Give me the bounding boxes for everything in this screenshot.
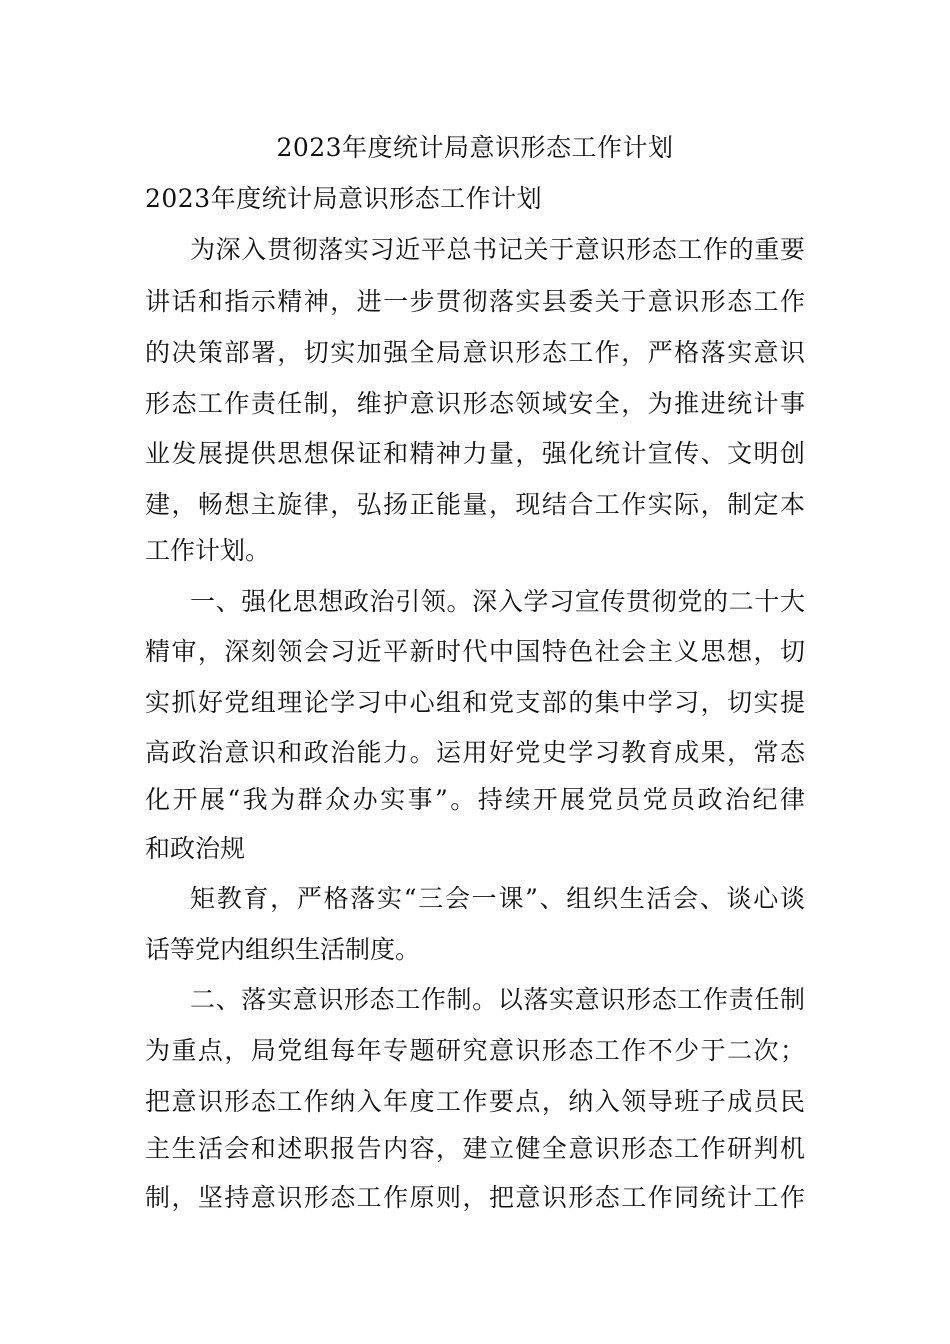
text-line: 为深入贯彻落实习近平总书记关于意识形态工作的重要 (190, 235, 805, 264)
text-line: 主生活会和述职报告内容，建立健全意识形态工作研判机 (145, 1134, 805, 1163)
text-line: 精审，深刻领会习近平新时代中国特色社会主义思想，切 (145, 637, 805, 666)
text-line: 制，坚持意识形态工作原则，把意识形态工作同统计工作 (145, 1183, 805, 1212)
text-line: 为重点，局党组每年专题研究意识形态工作不少于二次； (145, 1036, 805, 1065)
document-subtitle: 2023年度统计局意识形态工作计划 (145, 184, 543, 213)
text-line: 矩教育，严格落实“三会一课”、组织生活会、谈心谈 (190, 884, 805, 913)
text-line: 讲话和指示精神，进一步贯彻落实县委关于意识形态工作 (145, 287, 805, 316)
text-line: 业发展提供思想保证和精神力量，强化统计宣传、文明创 (145, 439, 805, 468)
text-line: 实抓好党组理论学习中心组和党支部的集中学习，切实提 (145, 688, 805, 717)
text-line: 建，畅想主旋律，弘扬正能量，现结合工作实际，制定本 (145, 490, 805, 519)
text-line: 和政治规 (145, 834, 246, 863)
text-line: 的决策部署，切实加强全局意识形态工作，严格落实意识 (145, 338, 805, 367)
document-title: 2023年度统计局意识形态工作计划 (276, 133, 674, 162)
text-line: 高政治意识和政治能力。运用好党史学习教育成果，常态 (145, 738, 805, 767)
text-line: 形态工作责任制，维护意识形态领域安全，为推进统计事 (145, 389, 805, 418)
text-line: 工作计划。 (145, 536, 271, 565)
text-line: 化开展“我为群众办实事”。持续开展党员党员政治纪律 (145, 785, 805, 814)
text-line: 二、落实意识形态工作制。以落实意识形态工作责任制 (190, 985, 805, 1014)
text-line: 一、强化思想政治引领。深入学习宣传贯彻党的二十大 (190, 587, 805, 616)
text-line: 话等党内组织生活制度。 (145, 935, 421, 964)
text-line: 把意识形态工作纳入年度工作要点，纳入领导班子成员民 (145, 1087, 805, 1116)
